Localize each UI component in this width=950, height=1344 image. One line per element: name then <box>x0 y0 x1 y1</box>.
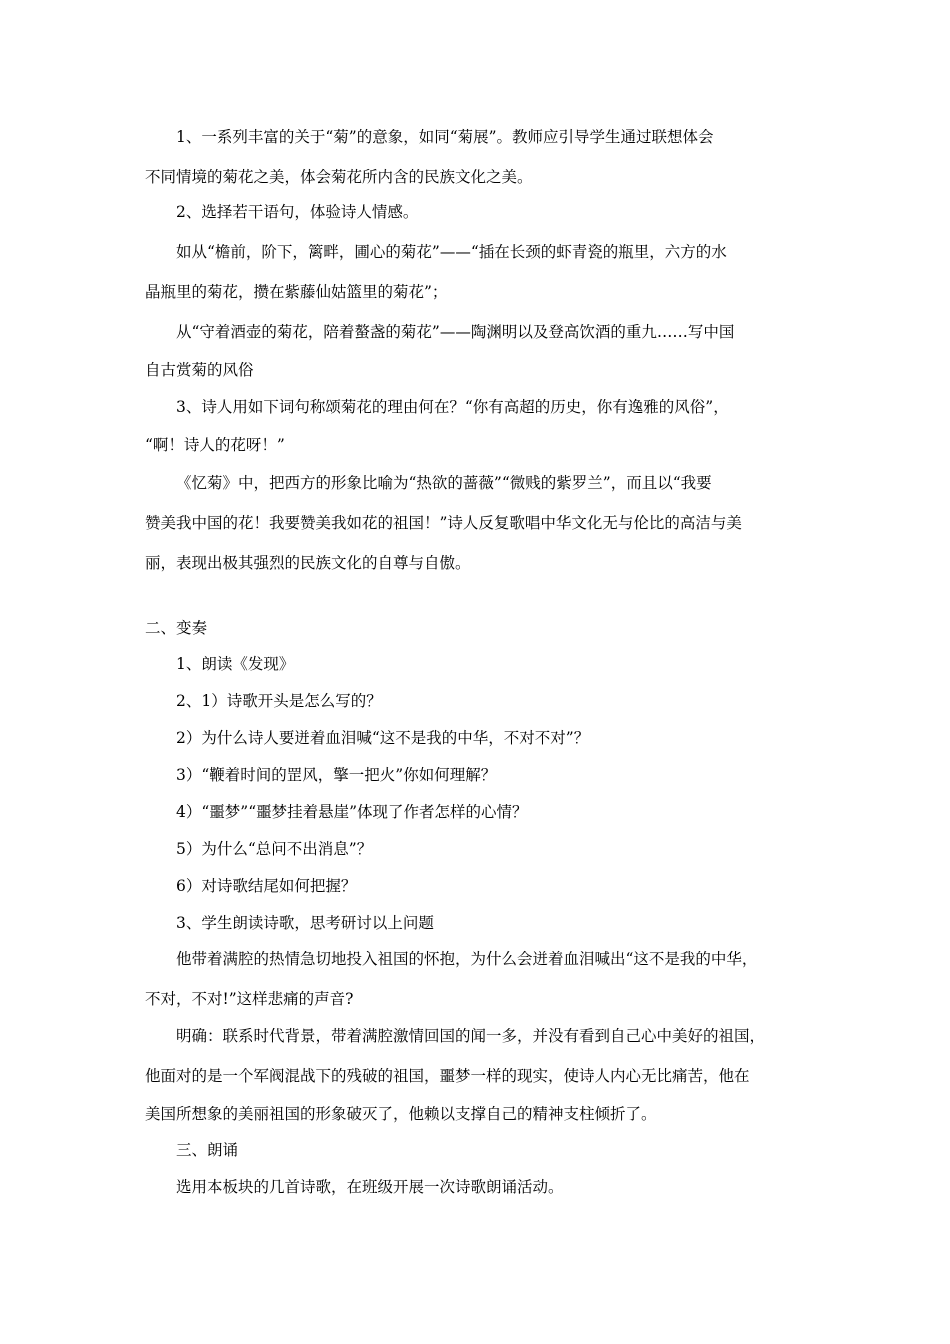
text-line: 如从“檐前，阶下，篱畔，圃心的菊花”——“插在长颈的虾青瓷的瓶里，六方的水 <box>176 243 727 261</box>
paragraph-answer <box>176 1016 816 1056</box>
text-line: 他带着满腔的热情急切地投入祖国的怀抱，为什么会迸着血泪喊出“这不是我的中华， <box>176 950 758 968</box>
section-heading-bianzou <box>145 608 815 648</box>
text-line: 丽，表现出极其强烈的民族文化的自尊与自傲。 <box>145 554 471 572</box>
text-line: 美国所想象的美丽祖国的形象破灭了，他赖以支撑自己的精神支柱倾折了。 <box>145 1105 657 1123</box>
heading-text: 三、朗诵 <box>176 1141 239 1159</box>
text-line: 自古赏菊的风俗 <box>145 361 254 379</box>
text-line: 1、一系列丰富的关于“菊”的意象，如同“菊展”。教师应引导学生通过联想体会 <box>176 128 714 146</box>
section-heading-langsong <box>176 1130 816 1170</box>
list-item <box>176 866 816 906</box>
list-item <box>176 792 816 832</box>
text-line: 5）为什么“总问不出消息”？ <box>176 840 373 858</box>
paragraph-example-2-cont <box>145 350 815 390</box>
text-line: 1、朗读《发现》 <box>176 655 295 673</box>
list-item <box>176 644 816 684</box>
paragraph-discussion-cont <box>145 979 815 1019</box>
paragraph-answer-cont-2 <box>145 1094 815 1134</box>
list-item <box>176 829 816 869</box>
text-line: 2、选择若干语句，体验诗人情感。 <box>176 203 419 221</box>
paragraph-example-1-cont <box>145 272 815 312</box>
text-line: 选用本板块的几首诗歌，在班级开展一次诗歌朗诵活动。 <box>176 1178 564 1196</box>
paragraph-yiju-cont-2 <box>145 543 815 583</box>
text-line: “啊！诗人的花呀！” <box>145 436 285 454</box>
text-line: 3、诗人用如下词句称颂菊花的理由何在？“你有高超的历史，你有逸雅的风俗”， <box>176 398 729 416</box>
text-line: 明确：联系时代背景，带着满腔激情回国的闻一多，并没有看到自己心中美好的祖国， <box>176 1027 766 1045</box>
heading-text: 二、变奏 <box>145 619 208 637</box>
list-item <box>176 755 816 795</box>
text-line: 从“守着酒壶的菊花，陪着螯盏的菊花”——陶渊明以及登高饮酒的重九……写中国 <box>176 323 735 341</box>
paragraph-yiju-cont-1 <box>145 503 815 543</box>
text-line: 不同情境的菊花之美，体会菊花所内含的民族文化之美。 <box>145 168 533 186</box>
text-line: 他面对的是一个军阀混战下的残破的祖国，噩梦一样的现实，使诗人内心无比痛苦，他在 <box>145 1067 750 1085</box>
text-line: 不对，不对!”这样悲痛的声音? <box>145 990 354 1008</box>
text-line: 2、1）诗歌开头是怎么写的？ <box>176 692 382 710</box>
text-line: 赞美我中国的花！我要赞美我如花的祖国！”诗人反复歌唱中华文化无与伦比的高洁与美 <box>145 514 742 532</box>
paragraph-example-2 <box>176 312 816 352</box>
text-line: 晶瓶里的菊花，攒在紫藤仙姑篮里的菊花”； <box>145 283 448 301</box>
text-line: 2）为什么诗人要迸着血泪喊“这不是我的中华，不对不对”？ <box>176 729 590 747</box>
paragraph-discussion <box>176 939 816 979</box>
list-item <box>176 718 816 758</box>
paragraph-answer-cont-1 <box>145 1056 815 1096</box>
text-line: 3）“鞭着时间的罡风，擎一把火”你如何理解？ <box>176 766 497 784</box>
list-item <box>176 903 816 943</box>
paragraph-yiju <box>176 463 816 503</box>
text-line: 6）对诗歌结尾如何把握？ <box>176 877 357 895</box>
text-line: 3、学生朗读诗歌，思考研讨以上问题 <box>176 914 434 932</box>
paragraph-imagery-cont <box>145 157 815 197</box>
paragraph-recitation <box>176 1167 816 1207</box>
paragraph-question-3-cont <box>145 425 815 465</box>
paragraph-question-3 <box>176 387 816 427</box>
list-item <box>176 681 816 721</box>
text-line: 4）“噩梦”“噩梦挂着悬崖”体现了作者怎样的心情？ <box>176 803 528 821</box>
text-line: 《忆菊》中，把西方的形象比喻为“热欲的蔷薇”“微贱的紫罗兰”，而且以“我要 <box>176 474 712 492</box>
paragraph-select-sentences <box>176 192 816 232</box>
paragraph-example-1 <box>176 232 816 272</box>
paragraph-imagery <box>176 117 816 157</box>
